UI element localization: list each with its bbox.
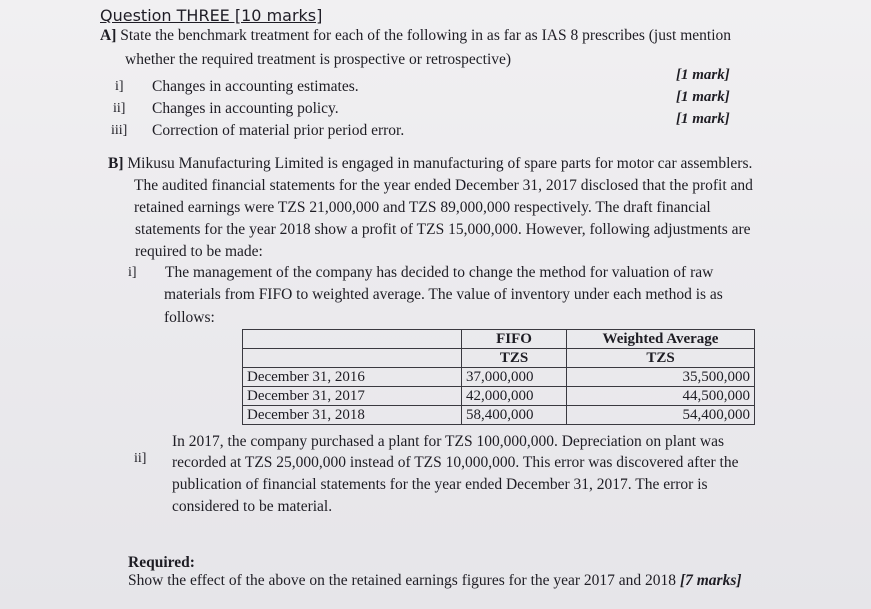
part-a-item-2: Changes in accounting policy. <box>152 100 339 117</box>
date-cell: December 31, 2017 <box>243 387 462 406</box>
subheader-cell <box>243 349 462 368</box>
weighted-cell: 35,500,000 <box>567 368 755 387</box>
table-subheader-row <box>243 349 755 368</box>
part-a-intro <box>100 27 731 45</box>
date-cell: December 31, 2018 <box>243 406 462 425</box>
required-text-line <box>128 572 742 590</box>
subheader-cell: TZS <box>462 349 567 368</box>
part-b-line1 <box>108 155 752 173</box>
inventory-table <box>242 329 755 425</box>
mark-badge: [1 mark] <box>676 67 730 83</box>
header-cell-fifo: FIFO <box>462 330 567 349</box>
item1-line3: follows: <box>164 309 215 326</box>
date-cell: December 31, 2016 <box>243 368 462 387</box>
question-title: Question THREE [10 marks] <box>100 6 323 25</box>
fifo-cell: 42,000,000 <box>462 387 567 406</box>
header-cell <box>243 330 462 349</box>
part-a-line1: State the benchmark treatment for each of the following in as far as IAS 8 prescribes (just mention <box>120 27 732 44</box>
part-b-line2: The audited financial statements for the year ended December 31, 2017 disclosed that the profit and <box>134 177 753 194</box>
part-b-text: Mikusu Manufacturing Limited is engaged in manufacturing of spare parts for motor car assemblers. <box>127 155 753 172</box>
part-b-line4: statements for the year 2018 show a profit of TZS 15,000,000. However, following adjustments are <box>135 221 751 238</box>
required-label: Required: <box>128 554 195 571</box>
table-row <box>243 406 755 425</box>
item-number: i] <box>128 265 137 280</box>
part-a-line2: whether the required treatment is prospective or retrospective) <box>125 51 512 68</box>
table-header-row <box>243 330 755 349</box>
fifo-cell: 58,400,000 <box>462 406 567 425</box>
item1-line1: The management of the company has decided to change the method for valuation of raw <box>165 264 714 281</box>
item2-line2: recorded at TZS 25,000,000 instead of TZS 10,000,000. This error was discovered after the <box>172 454 739 471</box>
item2-line1: In 2017, the company purchased a plant for TZS 100,000,000. Depreciation on plant was <box>172 433 724 450</box>
required-mark: [7 marks] <box>679 572 742 589</box>
part-b-line5: required to be made: <box>135 243 263 260</box>
subheader-cell: TZS <box>567 349 755 368</box>
fifo-cell: 37,000,000 <box>462 368 567 387</box>
item1-line2: materials from FIFO to weighted average. The value of inventory under each method is as <box>164 286 723 303</box>
table-row <box>243 387 755 406</box>
part-b-line3: retained earnings were TZS 21,000,000 and TZS 89,000,000 respectively. The draft financial <box>134 199 711 216</box>
item2-line3: publication of financial statements for the year ended December 31, 2017. The error is <box>172 476 708 493</box>
weighted-cell: 44,500,000 <box>567 387 755 406</box>
part-a-item-1: Changes in accounting estimates. <box>152 78 359 95</box>
item-number: i] <box>115 79 124 94</box>
item2-line4: considered to be material. <box>172 498 333 515</box>
weighted-cell: 54,400,000 <box>567 406 755 425</box>
table-row <box>243 368 755 387</box>
required-text: Show the effect of the above on the retained earnings figures for the year 2017 and 2018 <box>128 572 677 589</box>
part-b-label: B] <box>108 155 124 172</box>
mark-badge: [1 mark] <box>676 89 730 105</box>
item-number: ii] <box>113 101 126 116</box>
part-a-label: A] <box>100 27 117 44</box>
header-cell-weighted: Weighted Average <box>567 330 755 349</box>
mark-badge: [1 mark] <box>676 111 730 127</box>
item-number: iii] <box>111 123 128 138</box>
item-number: ii] <box>134 451 147 466</box>
part-a-item-3: Correction of material prior period error. <box>152 122 405 139</box>
